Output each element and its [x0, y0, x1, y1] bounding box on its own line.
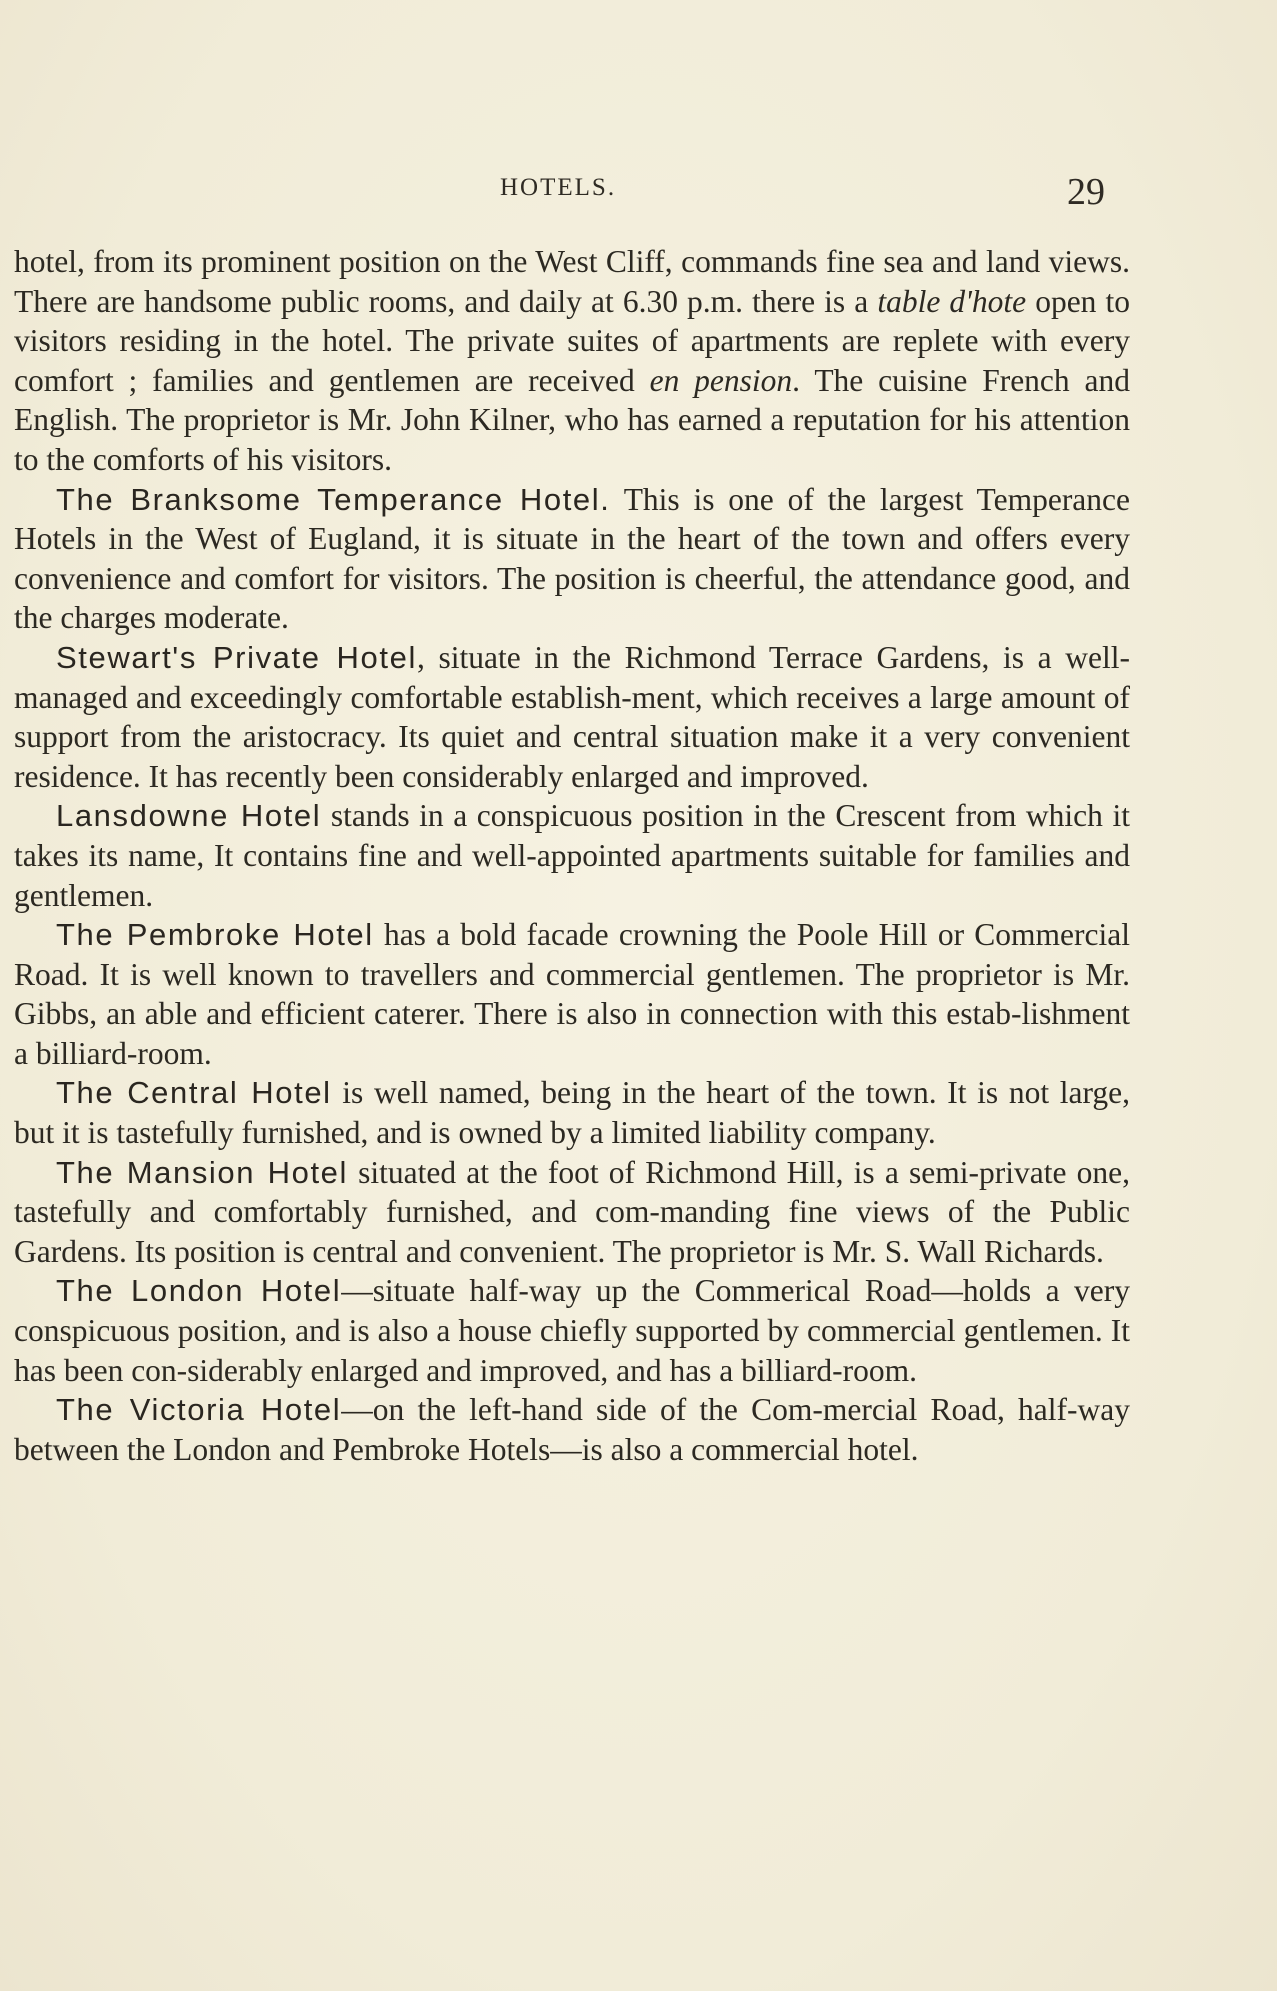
paragraph-text: open to visitors residing in the hotel. The private suites of apartments are replete with every comfort ; families and gentlemen are received [14, 283, 1131, 398]
hotel-name: The Mansion Hotel [56, 1154, 348, 1190]
paragraph [14, 480, 1130, 638]
paragraph-text: situated at the foot of Richmond Hill, is a semi-private one, tastefully and comfortably furnished, and com-manding fine views of the Public Gardens. Its position is central and convenient. The proprietor is Mr. S. Wall Richards. [14, 1154, 1130, 1269]
paragraph-text: is well named, being in the heart of the town. It is not large, but it is tastefully furnished, and is owned by a limited liability company. [14, 1075, 1130, 1151]
hotel-name: The London Hotel [56, 1273, 342, 1309]
hotel-name: Lansdowne Hotel [56, 798, 322, 834]
paragraph-text: , situate in the Richmond Terrace Gardens, is a well-managed and exceedingly comfortable establish-ment, which receives a large amount of support from the aristocracy. Its quiet and central situation make it a very convenient residence. It has recently been considerably enlarged and improved. [14, 639, 1130, 794]
paragraph-text: —situate half-way up the Commerical Road—holds a very conspicuous position, and is also a house chiefly supported by commercial gentlemen. It has been con-siderably enlarged and improved, and has a billiard-room. [14, 1273, 1130, 1388]
italic-phrase: table d'hote [877, 283, 1027, 319]
hotel-name: The Pembroke Hotel [56, 917, 374, 953]
hotel-name: The Victoria Hotel [56, 1392, 342, 1428]
paragraph-text: This is one of the largest Temperance Hotels in the West of Eugland, it is situate in the heart of the town and offers every convenience and comfort for visitors. The position is cheerful, the attendance good, and the charges moderate. [14, 481, 1130, 636]
hotel-name: The Branksome Temperance Hotel. [56, 481, 611, 517]
paragraph-text: . The cuisine French and English. The proprietor is Mr. John Kilner, who has earned a reputation for his attention to the comforts of his visitors. [14, 362, 1130, 477]
running-head [0, 170, 1277, 220]
paragraph-text: has a bold facade crowning the Poole Hill or Commercial Road. It is well known to travellers and commercial gentlemen. The proprietor is Mr. Gibbs, an able and efficient caterer. There is also in connection with this estab-lishment a billiard-room. [14, 917, 1130, 1071]
body-text [14, 242, 1130, 1469]
paragraph-text: hotel, from its prominent position on the West Cliff, commands fine sea and land views. There are handsome public rooms, and daily at 6.30 p.m. there is a [14, 244, 1130, 319]
hotel-name: The Central Hotel [56, 1075, 332, 1111]
paragraph [14, 1073, 1130, 1152]
paragraph-text: stands in a conspicuous position in the Crescent from which it takes its name, It contains fine and well-appointed apartments suitable for families and gentlemen. [14, 798, 1130, 913]
paragraph [14, 1390, 1130, 1469]
paragraph [14, 915, 1130, 1073]
paragraph [14, 1271, 1130, 1390]
paragraph-text: —on the left-hand side of the Com-mercial Road, half-way between the London and Pembroke Hotels—is also a commercial hotel. [14, 1392, 1130, 1467]
page-number: 29 [1067, 171, 1105, 213]
running-title: HOTELS. [500, 174, 617, 201]
paragraph [14, 1153, 1130, 1272]
paragraph [14, 638, 1130, 796]
hotel-name: Stewart's Private Hotel [56, 639, 417, 675]
paragraph-continuation [14, 242, 1130, 480]
paragraph [14, 796, 1130, 915]
italic-phrase: en pension [649, 362, 793, 398]
